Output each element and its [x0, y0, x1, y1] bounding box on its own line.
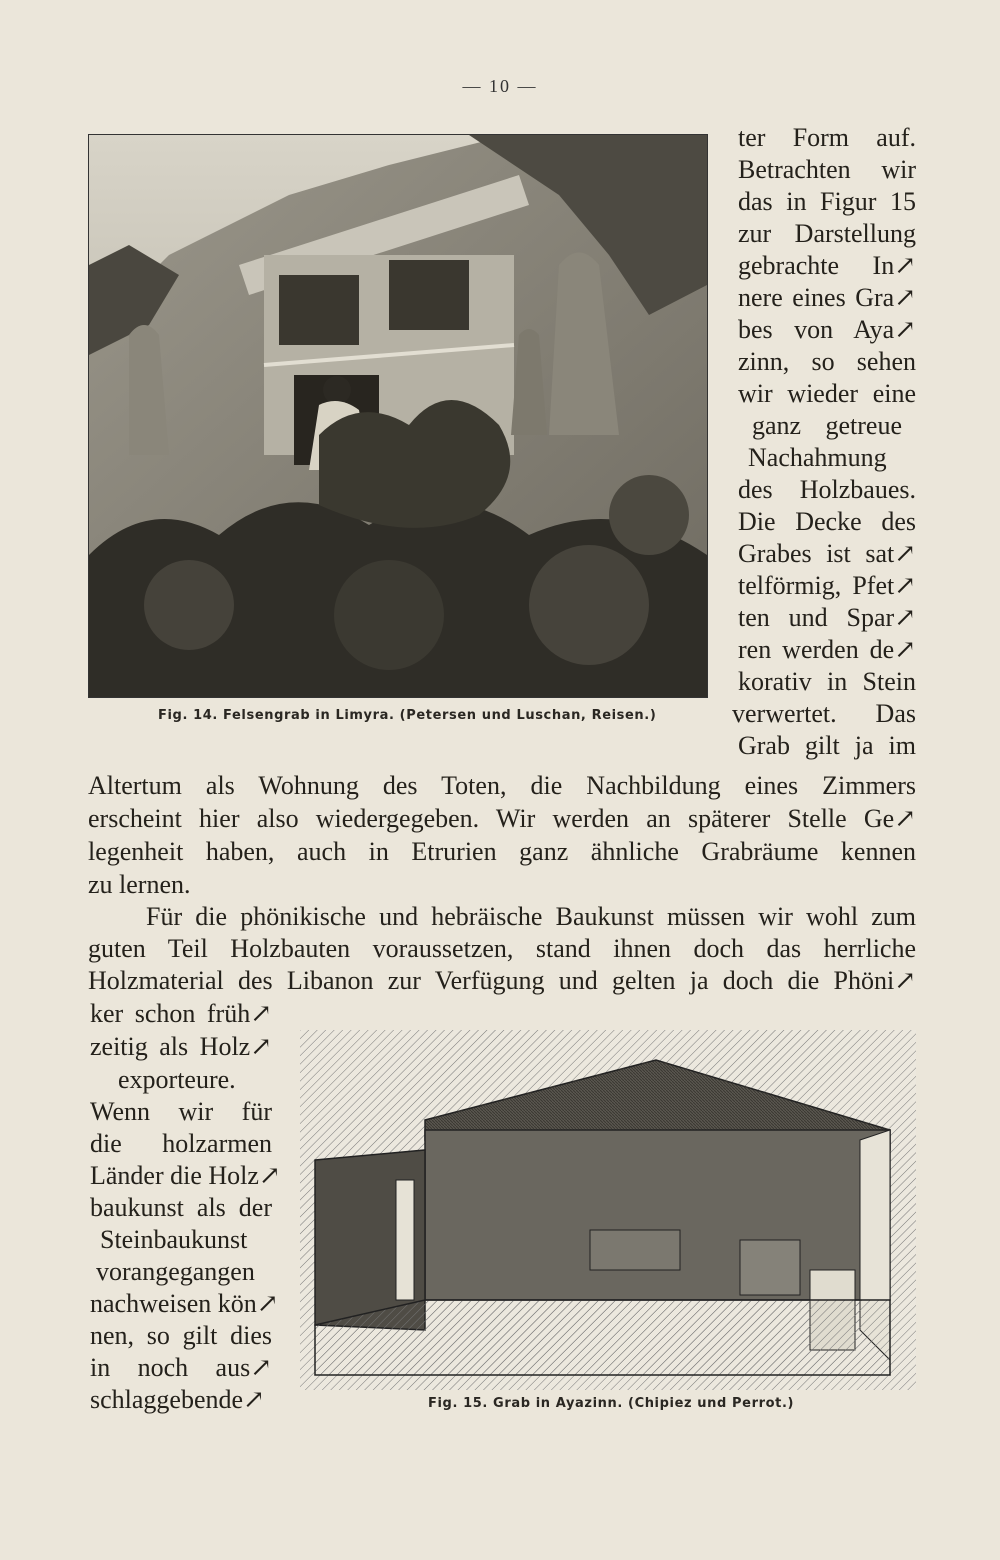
text-line: gebrachte In↗ — [738, 251, 916, 280]
text-line: legenheit haben, auch in Etrurien ganz ähnliche Grabräume kennen — [88, 837, 916, 866]
text-line: zur Darstellung — [738, 219, 916, 248]
text-line: exporteure. — [118, 1065, 236, 1094]
figure-15-engraving — [300, 1030, 916, 1390]
text-line: zinn, so sehen — [738, 347, 916, 376]
text-line: bes von Aya↗ — [738, 315, 916, 344]
text-line: verwertet. Das — [732, 699, 916, 728]
text-line: Wenn wir für — [90, 1097, 272, 1126]
text-line: Grab gilt ja im — [738, 731, 916, 760]
text-line: Altertum als Wohnung des Toten, die Nachbildung eines Zimmers — [88, 771, 916, 800]
text-line: Für die phönikische und hebräische Baukunst müssen wir wohl zum — [146, 902, 916, 931]
text-line: Holzmaterial des Libanon zur Verfügung und gelten ja doch die Phöni↗ — [88, 966, 916, 995]
figure-14-photograph — [88, 134, 708, 698]
text-line: zu lernen. — [88, 870, 191, 899]
text-line: guten Teil Holzbauten voraussetzen, stand ihnen doch das herrliche — [88, 934, 916, 963]
page-number: — 10 — — [462, 76, 538, 96]
figure-14-caption: Fig. 14. Felsengrab in Limyra. (Petersen und Luschan, Reisen.) — [158, 708, 657, 723]
text-line: ten und Spar↗ — [738, 603, 916, 632]
text-line: korativ in Stein — [738, 667, 916, 696]
text-line: schlaggebende↗ — [90, 1385, 265, 1414]
text-line: wir wieder eine — [738, 379, 916, 408]
text-line: in noch aus↗ — [90, 1353, 272, 1382]
text-line: ganz getreue — [752, 411, 902, 440]
text-line: erscheint hier also wiedergegeben. Wir werden an späterer Stelle Ge↗ — [88, 804, 916, 833]
text-line: Betrachten wir — [738, 155, 916, 184]
text-line: des Holzbaues. — [738, 475, 916, 504]
text-line: nere eines Gra↗ — [738, 283, 916, 312]
text-line: Die Decke des — [738, 507, 916, 536]
text-line: Nachahmung — [748, 443, 887, 472]
text-line: zeitig als Holz↗ — [90, 1032, 272, 1061]
text-line: nachweisen kön↗ — [90, 1289, 279, 1318]
figure-15-caption: Fig. 15. Grab in Ayazinn. (Chipiez und Perrot.) — [428, 1396, 795, 1411]
text-line: nen, so gilt dies — [90, 1321, 272, 1350]
text-line: die holzarmen — [90, 1129, 272, 1158]
text-line: Steinbaukunst — [100, 1225, 248, 1254]
text-line: Grabes ist sat↗ — [738, 539, 916, 568]
text-line: vorangegangen — [96, 1257, 255, 1286]
text-line: ter Form auf. — [738, 123, 916, 152]
text-line: ker schon früh↗ — [90, 999, 272, 1028]
text-line: baukunst als der — [90, 1193, 272, 1222]
text-line: ren werden de↗ — [738, 635, 916, 664]
text-line: Länder die Holz↗ — [90, 1161, 281, 1190]
text-line: telförmig, Pfet↗ — [738, 571, 916, 600]
text-line: das in Figur 15 — [738, 187, 916, 216]
